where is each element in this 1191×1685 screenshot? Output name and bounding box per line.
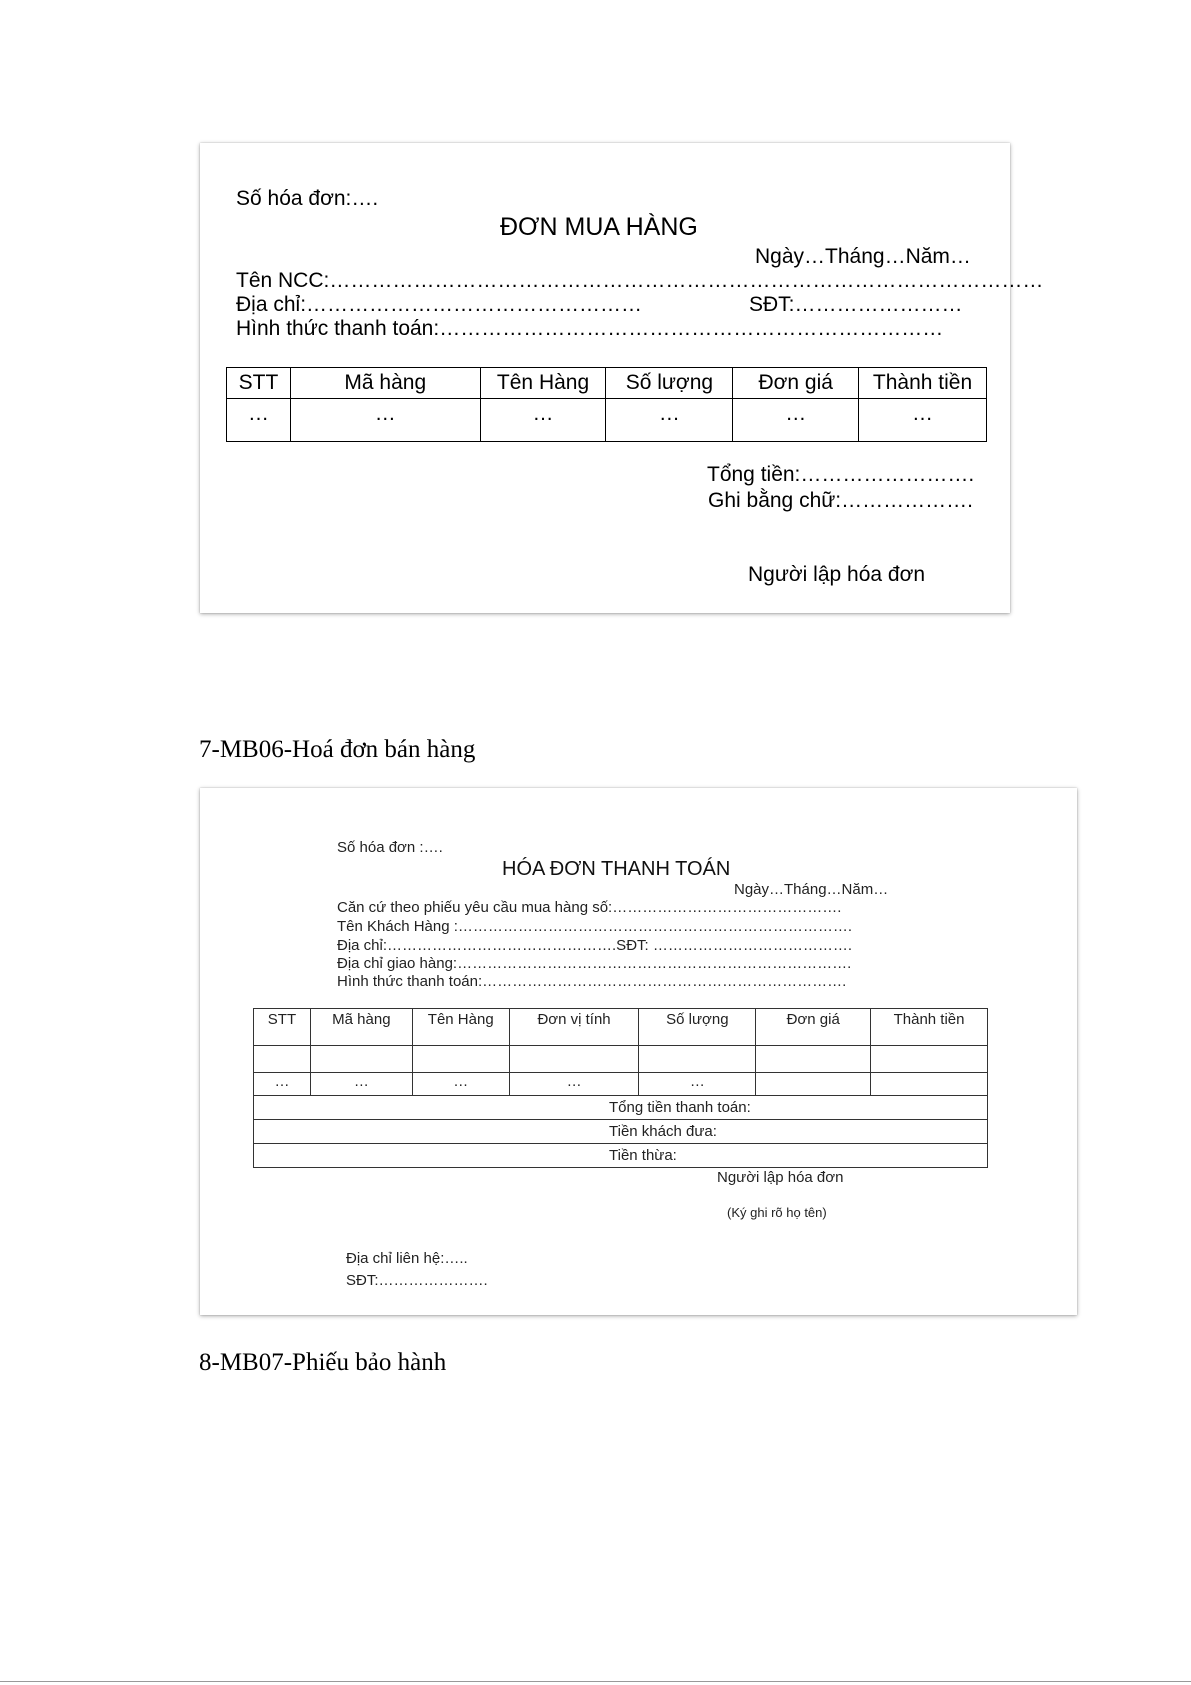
contact-phone: SĐT:…………………. [346,1272,488,1289]
table-row [254,1046,988,1073]
table-cell: … [480,399,606,442]
table-row [254,1073,988,1096]
total-payment: Tổng tiền thanh toán: [254,1096,988,1120]
supplier-name: Tên NCC:………………………………………………………………………………………… [236,269,1044,292]
table-cell [756,1073,871,1096]
address: Địa chỉ:……………………………………….SĐT: …………………………………. [337,937,853,954]
phone: SĐT:…………………… [749,293,963,316]
column-header: Thành tiền [871,1009,988,1046]
customer-name: Tên Khách Hàng :……………………………………………………………………. [337,918,853,935]
table-header-row [254,1009,988,1046]
table-cell [254,1046,311,1073]
table-cell [871,1073,988,1096]
items-table [253,1008,988,1168]
summary-row [254,1120,988,1144]
table-cell [412,1046,509,1073]
date-line: Ngày…Tháng…Năm… [755,245,971,268]
table-cell [871,1046,988,1073]
column-header: Đơn giá [733,368,859,399]
table-cell: … [509,1073,639,1096]
invoice-number: Số hóa đơn:…. [236,187,379,210]
change-amount: Tiền thừa: [254,1144,988,1168]
payment-invoice-form [200,788,1077,1315]
column-header: Đơn vị tính [509,1009,639,1046]
table-cell [509,1046,639,1073]
items-table [226,367,987,442]
order-reference: Căn cứ theo phiếu yêu cầu mua hàng số:………………………………………. [337,899,842,916]
table-cell: … [639,1073,756,1096]
column-header: STT [227,368,291,399]
page-footer-rule [0,1681,1191,1682]
table-cell: … [733,399,859,442]
cash-received: Tiền khách đưa: [254,1120,988,1144]
column-header: Mã hàng [310,1009,412,1046]
signer-note: (Ký ghi rõ họ tên) [727,1205,827,1220]
form-title: ĐƠN MUA HÀNG [500,213,698,241]
column-header: STT [254,1009,311,1046]
table-cell: … [290,399,480,442]
table-cell: … [254,1073,311,1096]
invoice-number: Số hóa đơn :…. [337,839,443,856]
column-header: Tên Hàng [480,368,606,399]
table-cell: … [310,1073,412,1096]
delivery-address: Địa chỉ giao hàng:……………………………………………………………………. [337,955,852,972]
amount-in-words: Ghi bằng chữ:………………. [708,489,973,512]
table-header-row [227,368,987,399]
date-line: Ngày…Tháng…Năm… [734,881,889,898]
column-header: Đơn giá [756,1009,871,1046]
section-caption: 7-MB06-Hoá đơn bán hàng [199,736,476,763]
column-header: Thành tiền [859,368,987,399]
table-cell: … [412,1073,509,1096]
total-amount: Tổng tiền:……………………. [707,463,975,486]
purchase-order-form [200,143,1044,613]
table-row [227,399,987,442]
payment-method: Hình thức thanh toán:……………………………………………………………… [236,317,944,340]
signer-label: Người lập hóa đơn [717,1169,844,1186]
table-cell [756,1046,871,1073]
column-header: Mã hàng [290,368,480,399]
table-cell [639,1046,756,1073]
address: Địa chỉ:………………………………………… [236,293,643,316]
table-cell: … [606,399,733,442]
summary-row [254,1096,988,1120]
table-cell: … [859,399,987,442]
table-cell [310,1046,412,1073]
payment-method: Hình thức thanh toán:………………………………………………………………. [337,973,847,990]
contact-address: Địa chỉ liên hệ:….. [346,1250,468,1267]
section-caption: 8-MB07-Phiếu bảo hành [199,1349,447,1376]
column-header: Số lượng [639,1009,756,1046]
signer-label: Người lập hóa đơn [748,563,926,586]
summary-row [254,1144,988,1168]
column-header: Số lượng [606,368,733,399]
column-header: Tên Hàng [412,1009,509,1046]
form-title: HÓA ĐƠN THANH TOÁN [502,858,731,880]
table-cell: … [227,399,291,442]
